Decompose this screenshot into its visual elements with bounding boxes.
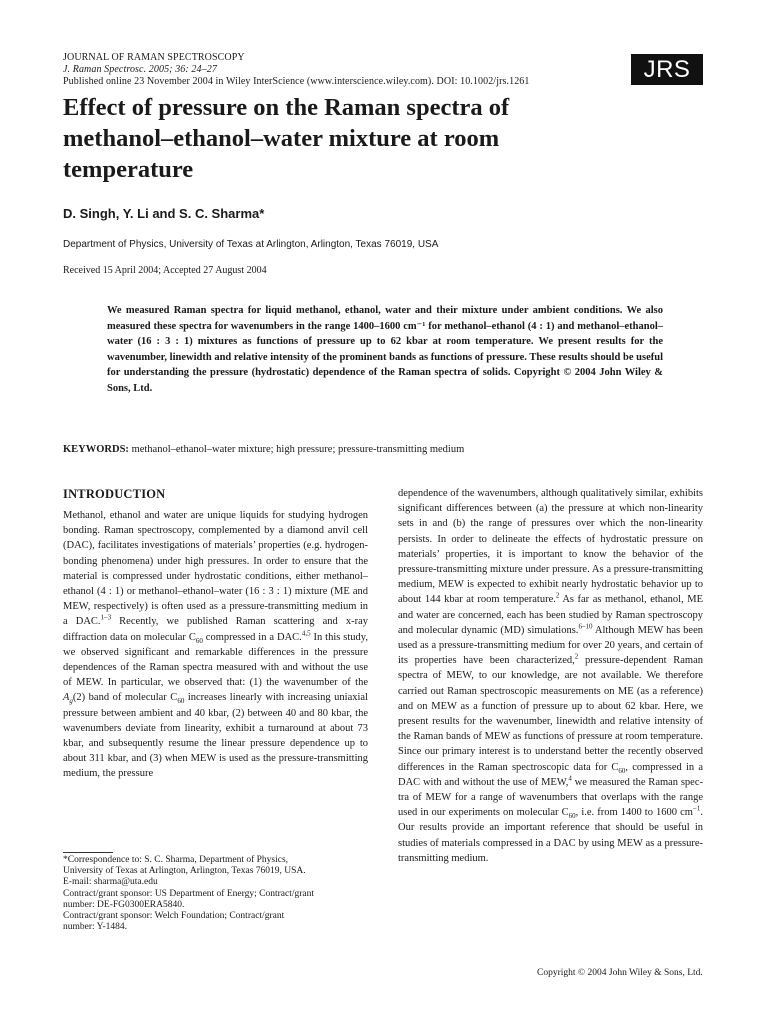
body-column-left (63, 508, 368, 782)
footnote-divider (63, 852, 113, 853)
body-paragraph: Methanol, ethanol and water are unique liquids for studying hydrogen bonding. Raman spectroscopy, complemented by a diamond anvil cell (DAC), facilitates investigations of materials’ properties (e.g. hydrogen-bonding phenomena) under high pressures. In order to ensure that the material is compressed under hydrostatic conditions, either methanol–ethanol (4 : 1) or methanol–ethanol–water (16 : 3 : 1) mixture (ME and MEW, respectively) is often used as a pressure-transmitting medium in a DAC.$^{1-3}$ Recently, we published Raman scattering and x-ray diffraction data on molecular $C_{60}$ compressed in a DAC.$^{4,5}$ In this study, we observed significant and remarkable differences in the pressure dependences of the Raman spectra measured with and without the use of MEW. In particular, we observed that: (1) the wavenumber of the $A_g(2)$ band of molecular $C_{60}$ increases linearly with increasing uniaxial pressure between ambient and 40 kbar, (2) between 40 and 80 kbar, the wavenumbers deviate from linearity, exhibit a turnaround at about 73 kbar, and subsequently resume the linear pressure dependence up to about 311 kbar, and (3) when MEW is used as the pressure-transmitting medium, the pressure (63, 510, 368, 780)
citation-ref: 4,5 (301, 629, 311, 638)
body-paragraph: dependence of the wavenumbers, although qualitatively similar, exhibits significant differences between (a) the pressure at which non-linearity sets in and (b) the range of pressures over which the non-linearity persists. In order to delineate the effects of hydrostatic pressure on materials’ properties, it is important to know the behavior of the pressure-transmitting mixture under pressure. As a pressure-transmitting medium, MEW is expected to exhibit nearly hydrostatic behavior up to about 144 kbar at room temperature.$^2$ As far as methanol, ethanol, ME and water are concerned, each has been studied by Raman spectroscopy and molecular dynamic (MD) simulations.$^{6-10}$ Although MEW has been used as a pressure-transmitting medium for over 20 years, and certain of its properties have been characterized,$^2$ pressure-dependent Raman spectra of MEW, to our knowledge, are not available. We therefore carried out Raman spectroscopic measurements on ME (as a reference) and on MEW as a function of pressure up to about 62 kbar. Here, we present results for the wavenumber, linewidth and relative intensity of the Raman bands of MEW as functions of pressure at room temperature. Since our primary interest is to understand better the recently observed differences in the Raman spectroscopic data for $C_{60}$, compressed in a DAC with and without the use of MEW,$^4$ we measured the Raman spectra of MEW for a range of wavenumbers that overlaps with the range used in our experiments on molecular $C_{60}$, i.e. from 1400 to 1600 $cm^{-1}$. Our results provide an important reference that should be useful in studies of materials compressed in a DAC by using MEW as a pressure-transmitting medium. (398, 488, 704, 864)
journal-header (63, 52, 530, 88)
citation-ref: 1–3 (100, 613, 112, 622)
keywords-line (63, 444, 464, 455)
author-list: D. Singh, Y. Li and S. C. Sharma* (63, 206, 265, 221)
article-title: Effect of pressure on the Raman spectra of methanol–ethanol–water mixture at room temperature (63, 94, 510, 183)
email-line: E-mail: sharma@uta.edu (63, 877, 158, 888)
correspondence-footnote: *Correspondence to: S. C. Sharma, Department of Physics, University of Texas at Arlington, Arlington, Texas 76019, USA. E-mail: sharma@uta.edu Contract/grant sponsor: US Department of Energy; Contract/grant number: DE-FG0300ERA5840. Contract/grant sponsor: Welch Foundation; Contract/grant number: Y-1484. (63, 855, 373, 933)
citation-ref: 2 (574, 652, 579, 661)
received-dates: Received 15 April 2004; Accepted 27 August 2004 (63, 265, 267, 276)
keywords-text: methanol–ethanol–water mixture; high pressure; pressure-transmitting medium (131, 444, 465, 455)
keywords-label: KEYWORDS: (63, 444, 129, 455)
section-heading-introduction: INTRODUCTION (63, 487, 166, 501)
citation-ref: 6–10 (578, 622, 593, 631)
author-affiliation: Department of Physics, University of Texas at Arlington, Arlington, Texas 76019, USA (63, 239, 439, 250)
journal-name: JOURNAL OF RAMAN SPECTROSCOPY (63, 52, 245, 63)
page-copyright: Copyright © 2004 John Wiley & Sons, Ltd. (537, 968, 703, 978)
journal-citation: J. Raman Spectrosc. 2005; 36: 24–27 (63, 64, 217, 75)
citation-ref: 2 (555, 591, 560, 600)
publication-info: Published online 23 November 2004 in Wiley InterScience (www.interscience.wiley.com). DOI: 10.1002/jrs.1261 (63, 76, 530, 87)
body-column-right (398, 486, 703, 866)
citation-ref: 4 (568, 774, 572, 783)
journal-logo: JRS (631, 54, 703, 85)
abstract: We measured Raman spectra for liquid methanol, ethanol, water and their mixture under ambient conditions. We also measured these spectra for wavenumbers in the range 1400–1600 cm⁻¹ for methanol–ethanol (4 : 1) and methanol–ethanol–water (16 : 3 : 1) mixtures as functions of pressure up to 62 kbar at room temperature. We present results for the wavenumber, linewidth and relative intensity of the prominent bands as functions of pressure. These results should be useful for understanding the pressure (hydrostatic) dependence of the Raman spectra of solids. Copyright © 2004 John Wiley & Sons, Ltd. (107, 305, 663, 394)
